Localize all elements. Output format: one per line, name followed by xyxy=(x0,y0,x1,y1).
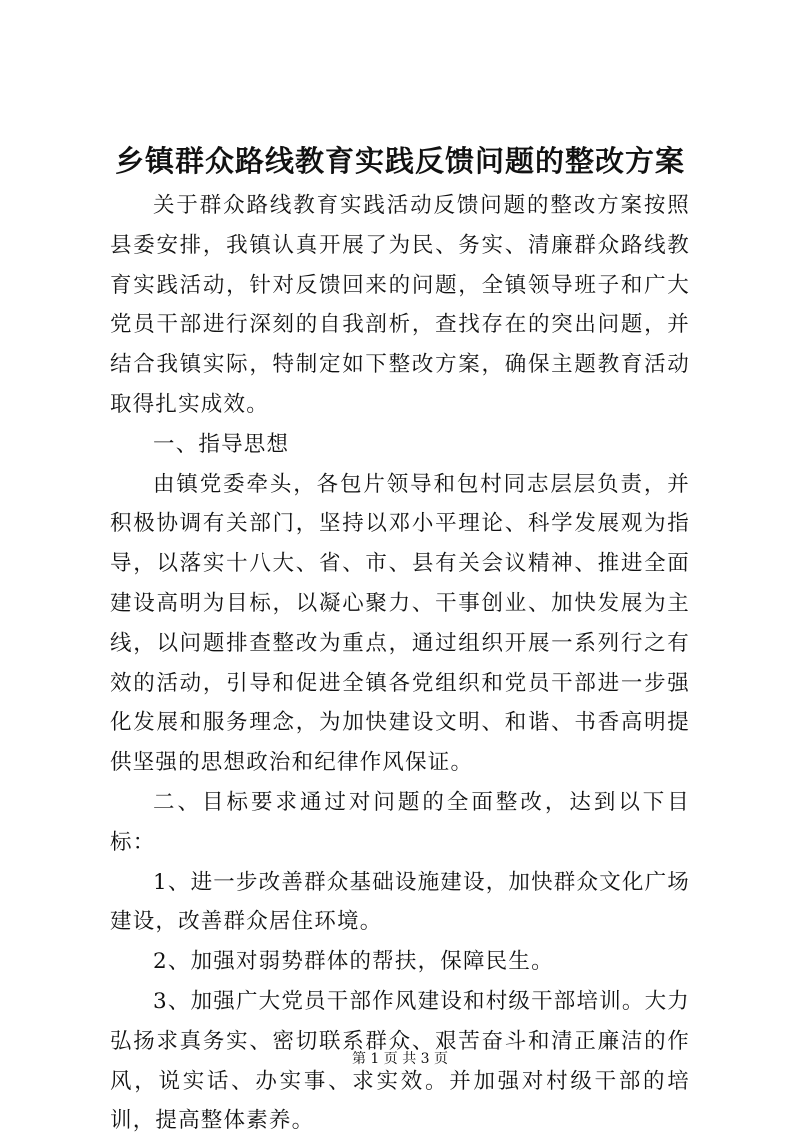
document-body xyxy=(110,186,690,1141)
goal-item-2: 2、加强对弱势群体的帮扶，保障民生。 xyxy=(153,949,554,975)
section-heading-goals: 二、目标要求通过对问题的全面整改，达到以下目标： xyxy=(110,789,690,855)
goal-item-1: 1、进一步改善群众基础设施建设，加快群众文化广场建设，改善群众居住环境。 xyxy=(110,869,690,935)
page-number-footer: 第 1 页 共 3 页 xyxy=(351,1051,449,1067)
guiding-ideology-paragraph: 由镇党委牵头，各包片领导和包村同志层层负责，并积极协调有关部门，坚持以邓小平理论、科学发展观为指导，以落实十八大、省、市、县有关会议精神、推进全面建设高明为目标，以凝心聚力、干事创业、加快发展为主线，以问题排查整改为重点，通过组织开展一系列行之有效的活动，引导和促进全镇各党组织和党员干部进一步强化发展和服务理念，为加快建设文明、和谐、书香高明提供坚强的思想政治和纪律作风保证。 xyxy=(110,471,690,776)
intro-paragraph: 关于群众路线教育实践活动反馈问题的整改方案按照县委安排，我镇认真开展了为民、务实、清廉群众路线教育实践活动，针对反馈回来的问题，全镇领导班子和广大党员干部进行深刻的自我剖析，查找存在的突出问题，并结合我镇实际，特制定如下整改方案，确保主题教育活动取得扎实成效。 xyxy=(110,193,690,417)
goal-item-3: 3、加强广大党员干部作风建设和村级干部培训。大力弘扬求真务实、密切联系群众、艰苦奋斗和清正廉洁的作风，说实话、办实事、求实效。并加强对村级干部的培训，提高整体素养。 xyxy=(110,988,690,1134)
document-title: 乡镇群众路线教育实践反馈问题的整改方案 xyxy=(114,144,685,178)
section-heading-guiding-ideology: 一、指导思想 xyxy=(153,431,290,457)
